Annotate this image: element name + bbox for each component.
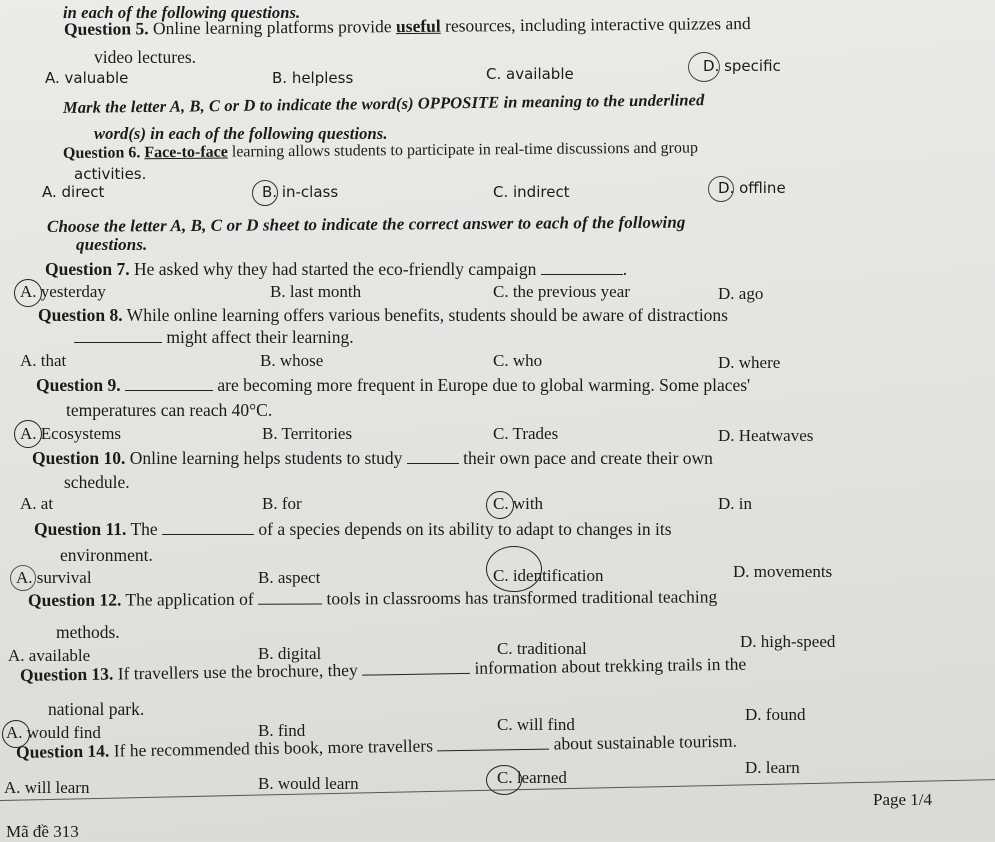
answer-mark-q10 (486, 491, 514, 519)
q14-option-a[interactable]: A. will learn (4, 778, 90, 797)
instruction-choose-2: questions. (76, 235, 148, 254)
question-7: Question 7. He asked why they had started the eco-friendly campaign . (45, 259, 628, 279)
answer-mark-q6 (252, 180, 278, 206)
q13-option-b[interactable]: B. find (258, 721, 306, 740)
q12-option-a[interactable]: A. available (8, 646, 91, 665)
q6-option-d[interactable]: D. offline (718, 179, 786, 197)
q12-option-c[interactable]: C. traditional (497, 639, 587, 658)
q10-option-d[interactable]: D. in (718, 494, 752, 513)
question-9-cont: temperatures can reach 40°C. (66, 400, 273, 420)
q12-option-b[interactable]: B. digital (258, 644, 322, 663)
q11-option-c[interactable]: C. identification (493, 566, 604, 585)
answer-mark-q13 (2, 720, 30, 748)
q12-blank (258, 589, 322, 604)
q7-blank (541, 260, 623, 275)
q8-blank (74, 328, 162, 343)
question-14: Question 14. If he recommended this book, more travellers about sustainable tourism. (15, 730, 738, 762)
question-6-cont: activities. (74, 165, 147, 183)
q14-option-b[interactable]: B. would learn (258, 774, 359, 793)
question-12: Question 12. The application of tools in classrooms has transformed traditional teaching (27, 586, 718, 610)
q11-option-d[interactable]: D. movements (733, 562, 833, 581)
q5-option-d[interactable]: D. specific (703, 57, 781, 75)
answer-mark-q9 (14, 420, 42, 448)
q10-option-b[interactable]: B. for (262, 494, 302, 513)
q5-option-a[interactable]: A. valuable (45, 69, 129, 87)
question-10-cont: schedule. (64, 472, 130, 492)
q6-option-a[interactable]: A. direct (42, 183, 105, 201)
question-5: Question 5. Online learning platforms provide useful resources, including interactive quizzes and (63, 13, 751, 39)
q14-blank (437, 735, 549, 752)
q8-option-a[interactable]: A. that (20, 351, 67, 370)
q11-option-a[interactable]: A. survival (16, 568, 92, 587)
instruction-opposite-2: word(s) in each of the following questions. (94, 124, 388, 143)
q9-option-b[interactable]: B. Territories (262, 424, 353, 443)
q12-option-d[interactable]: D. high-speed (740, 632, 836, 651)
q13-option-d[interactable]: D. found (745, 705, 806, 724)
q8-option-b[interactable]: B. whose (260, 351, 324, 370)
question-8: Question 8. While online learning offers various benefits, students should be aware of distractions (38, 305, 728, 325)
answer-mark-q11-alt (10, 565, 36, 591)
answer-mark-q14 (486, 765, 522, 795)
question-8-cont: might affect their learning. (74, 327, 354, 347)
q11-blank (162, 520, 254, 535)
question-13-cont: national park. (48, 699, 145, 719)
answer-mark-q7 (14, 279, 42, 307)
question-12-cont: methods. (56, 622, 120, 642)
q8-option-d[interactable]: D. where (718, 353, 781, 372)
q5-option-b[interactable]: B. helpless (272, 69, 354, 87)
q6-option-b[interactable]: B. in-class (262, 183, 339, 201)
question-9: Question 9. are becoming more frequent in Europe due to global warming. Some places' (36, 375, 751, 395)
q7-option-c[interactable]: C. the previous year (493, 282, 630, 301)
page-number: Page 1/4 (873, 790, 933, 809)
q13-blank (362, 659, 470, 676)
q13-option-a[interactable]: A. would find (6, 723, 101, 742)
q14-option-c[interactable]: C. learned (497, 768, 567, 787)
q10-option-a[interactable]: A. at (20, 494, 54, 513)
q8-option-c[interactable]: C. who (493, 351, 543, 370)
question-5-cont: video lectures. (94, 47, 197, 67)
q9-blank (125, 376, 213, 391)
instruction-choose-1: Choose the letter A, B, C or D sheet to indicate the correct answer to each of the following (46, 212, 686, 236)
answer-mark-q5 (688, 52, 720, 82)
answer-mark-q11 (486, 546, 542, 592)
question-11: Question 11. The of a species depends on its ability to adapt to changes in its (34, 519, 672, 539)
q6-option-c[interactable]: C. indirect (493, 183, 570, 201)
instruction-top: in each of the following questions. (63, 3, 301, 22)
q7-option-d[interactable]: D. ago (718, 284, 764, 303)
q7-option-b[interactable]: B. last month (270, 282, 362, 301)
q5-option-c[interactable]: C. available (486, 65, 574, 83)
question-13: Question 13. If travellers use the brochure, they information about trekking trails in the (19, 653, 747, 685)
answer-mark-q6-alt (708, 176, 734, 202)
q7-option-a[interactable]: A. yesterday (20, 282, 106, 301)
q10-blank (407, 449, 459, 464)
question-6: Question 6. Face-to-face learning allows students to participate in real-time discussions and group (62, 139, 699, 162)
instruction-opposite-1: Mark the letter A, B, C or D to indicate the word(s) OPPOSITE in meaning to the underlined (62, 90, 705, 117)
q9-option-d[interactable]: D. Heatwaves (718, 426, 814, 445)
q11-option-b[interactable]: B. aspect (258, 568, 321, 587)
question-10: Question 10. Online learning helps students to study their own pace and create their own (32, 448, 713, 468)
q14-option-d[interactable]: D. learn (745, 758, 800, 777)
q10-option-c[interactable]: C. with (493, 494, 544, 513)
q9-option-a[interactable]: A. Ecosystems (20, 424, 122, 443)
q13-option-c[interactable]: C. will find (497, 715, 575, 734)
q9-option-c[interactable]: C. Trades (493, 424, 559, 443)
question-11-cont: environment. (60, 545, 153, 565)
exam-code: Mã đề 313 (6, 822, 79, 841)
